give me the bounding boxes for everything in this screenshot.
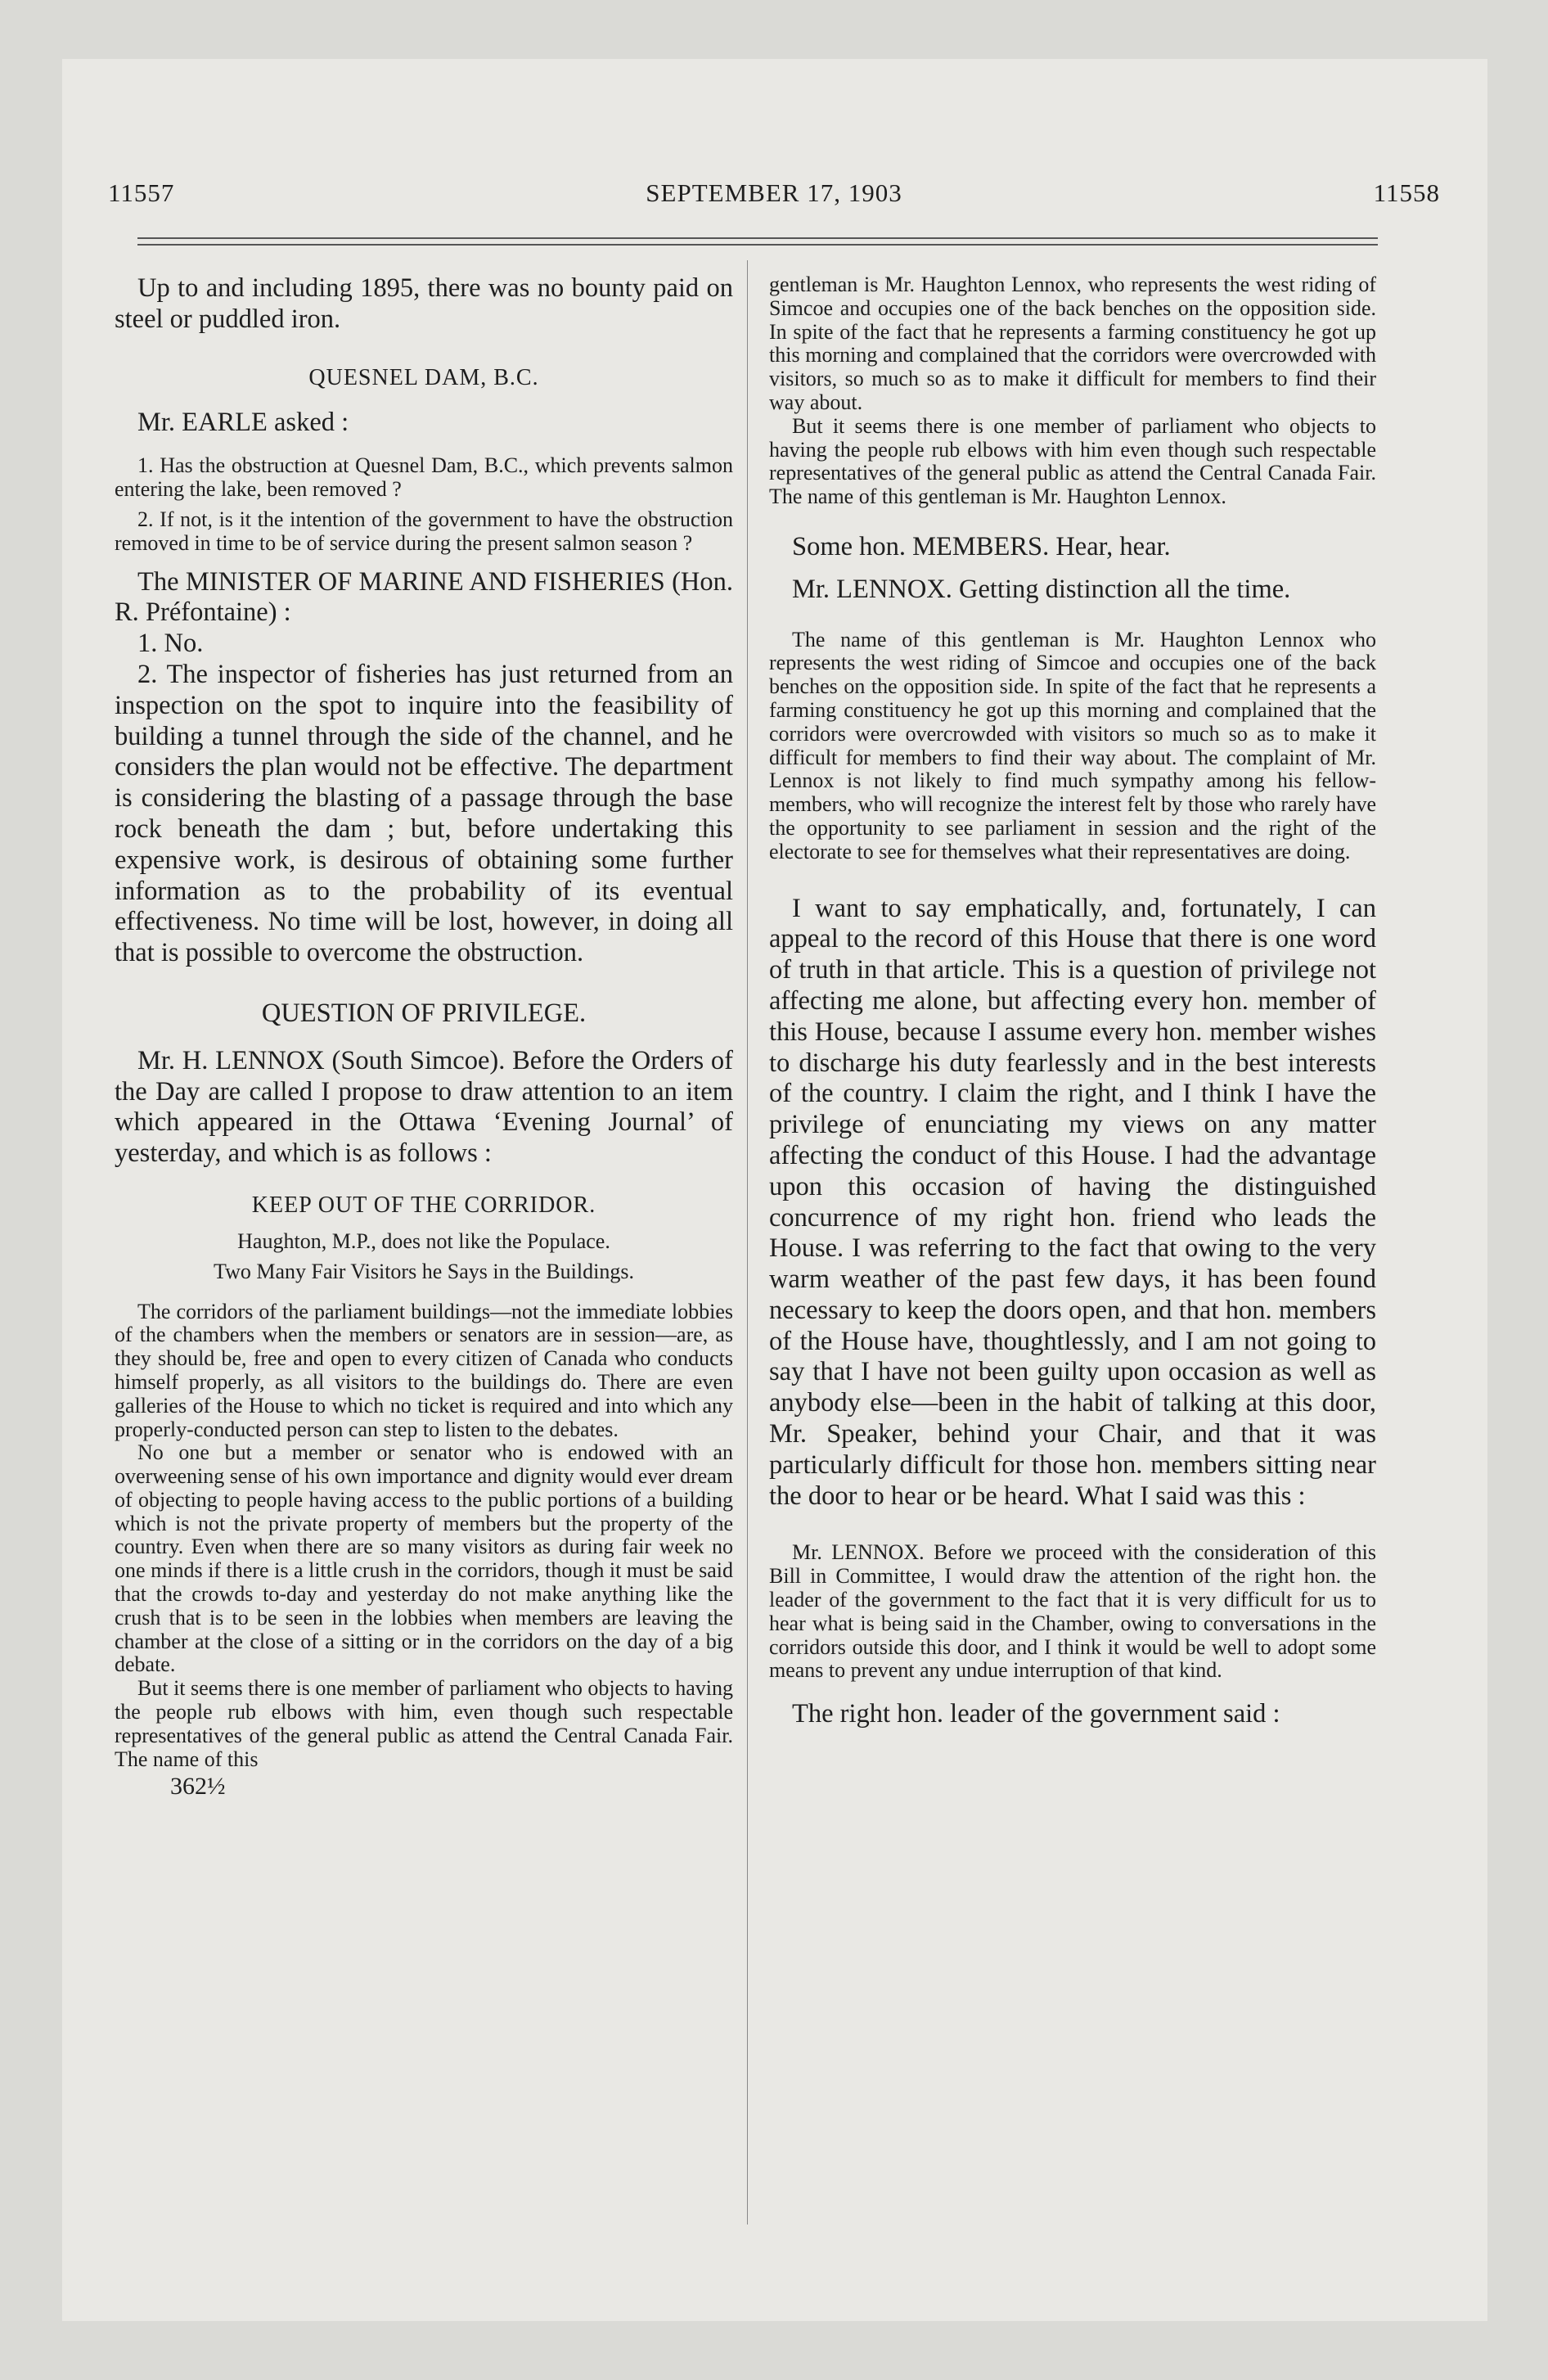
privilege-heading: QUESTION OF PRIVILEGE.: [261, 998, 587, 1028]
earle-asked: Mr. EARLE asked :: [137, 407, 349, 437]
lennox-distinction: Mr. LENNOX. Getting distinction all the time.: [792, 574, 1291, 604]
quesnel-heading: QUESNEL DAM, B.C.: [308, 364, 539, 390]
members-hear-hear: Some hon. MEMBERS. Hear, hear.: [792, 531, 1171, 561]
page-number-left: 11557: [108, 178, 175, 207]
lennox-main-speech: I want to say emphatically, and, fortunately, I can appeal to the record of this House that there is one word of truth in that article. This is a question of privilege not affecting me alone, but affecting every hon. member of this House, because I assume every hon. member wishes to discharge his duty fearlessly and in the best interests of the country. I claim the right, and I think I have the privilege of enunciating my views on any matter affecting the conduct of this House. I had the advantage upon this occasion of having the distinguished concurrence of my right hon. friend who leads the House. I was referring to the fact that owing to the very warm weather of the past few days, it has been found necessary to keep the doors open, and that hon. members of the House have, thoughtlessly, and I am not going to say that I have not been guilty upon occasion as well as anybody else—been in the habit of talking at this door, Mr. Speaker, behind your Chair, and that it was particularly difficult for those hon. members sitting near the door to hear or be heard. What I said was this :: [769, 893, 1376, 1511]
article-paragraph-4: gentleman is Mr. Haughton Lennox, who represents the west riding of Simcoe and occupies one of the back benches on the opposition side. In spite of the fact that he represents a farming constituency he got up this morning and complained that the corridors were overcrowded with visitors, so much so as to make it difficult for members to find their way about.: [769, 273, 1376, 414]
question-1: 1. Has the obstruction at Quesnel Dam, B.C., which prevents salmon entering the lake, been removed ?: [115, 453, 733, 502]
article-paragraph-6: The name of this gentleman is Mr. Haughton Lennox who represents the west riding of Simcoe and occupies one of the back benches on the opposition side. In spite of the fact that he represents a farming constituency he got up this morning and complained that the corridors were overcrowded with visitors so much so as to make it difficult for members to find their way about. The complaint of Mr. Lennox is not likely to find much sympathy among his fellow-members, who will recognize the interest felt by those who rarely have the opportunity to see parliament in session and the right of the electorate to see for themselves what their representatives are doing.: [769, 627, 1376, 863]
answer-2: 2. The inspector of fisheries has just returned from an inspection on the spot to inquire into the feasibility of building a tunnel through the side of the channel, and he considers the plan would not be effective. The department is considering the blasting of a passage through the base rock beneath the dam ; but, before undertaking this expensive work, is desirous of obtaining some further information as to the probability of its eventual effectiveness. No time will be lost, however, in doing all that is possible to overcome the obstruction.: [115, 659, 733, 968]
answer-1: 1. No.: [137, 629, 204, 659]
bounty-paragraph: Up to and including 1895, there was no bounty paid on steel or puddled iron.: [115, 273, 733, 334]
header-rule: [137, 237, 1378, 246]
page-header: [108, 178, 1440, 219]
minister-reply: The MINISTER OF MARINE AND FISHERIES (Hon. R. Préfontaine) :: [115, 566, 733, 628]
right-column: [769, 273, 1376, 1730]
article-subtitle-1: Haughton, M.P., does not like the Populace.: [237, 1228, 610, 1253]
article-paragraph-5: But it seems there is one member of parliament who objects to having the people rub elbows with him even though such respectable representatives of the general public as attend the Central Canada Fair. The name of this gentleman is Mr. Haughton Lennox.: [769, 413, 1376, 509]
column-divider: [747, 260, 748, 2224]
article-paragraph-2: No one but a member or senator who is endowed with an overweening sense of his own importance and dignity would ever dream of objecting to people having access to the public portions of a building which is not the private property of members but the property of the country. Even when there are so many visitors as during fair week no one minds if there is a little crush in the corridors, though it must be said that the crowds to-day and yesterday do not make anything like the crush that is to be seen in the lobbies when members are leaving the chamber at the close of a sitting or in the corridors on the day of a big debate.: [115, 1440, 733, 1677]
header-date: SEPTEMBER 17, 1903: [646, 178, 902, 207]
article-paragraph-1: The corridors of the parliament buildings—not the immediate lobbies of the chambers when the members or senators are in session—are, as they should be, free and open to every citizen of Canada who conducts himself properly, as all visitors to the buildings do. There are even galleries of the House to which no ticket is required and into which any properly-conducted person can step to listen to the debates.: [115, 1299, 733, 1441]
left-column: [115, 273, 733, 1801]
quoted-remarks: Mr. LENNOX. Before we proceed with the consideration of this Bill in Committee, I would draw the attention of the right hon. the leader of the government to the fact that it is very difficult for us to hear what is being said in the Chamber, owing to conversations in the corridors outside this door, and I think it would be well to adopt some means to prevent any undue interruption of that kind.: [769, 1540, 1376, 1683]
article-title: KEEP OUT OF THE CORRIDOR.: [251, 1192, 596, 1218]
page-number-right: 11558: [1373, 178, 1440, 207]
closing-line: The right hon. leader of the government said :: [792, 1699, 1280, 1729]
article-subtitle-2: Two Many Fair Visitors he Says in the Buildings.: [214, 1259, 634, 1283]
lennox-speech: Mr. H. LENNOX (South Simcoe). Before the Orders of the Day are called I propose to draw attention to an item which appeared in the Ottawa ‘Evening Journal’ of yesterday, and which is as follows :: [115, 1045, 733, 1169]
page-signature: 362½: [170, 1773, 226, 1801]
article-paragraph-3: But it seems there is one member of parliament who objects to having the people rub elbows with him, even though such respectable representatives of the general public as attend the Central Canada Fair. The name of this: [115, 1676, 733, 1771]
question-2: 2. If not, is it the intention of the government to have the obstruction removed in time to be of service during the present salmon season ?: [115, 507, 733, 555]
